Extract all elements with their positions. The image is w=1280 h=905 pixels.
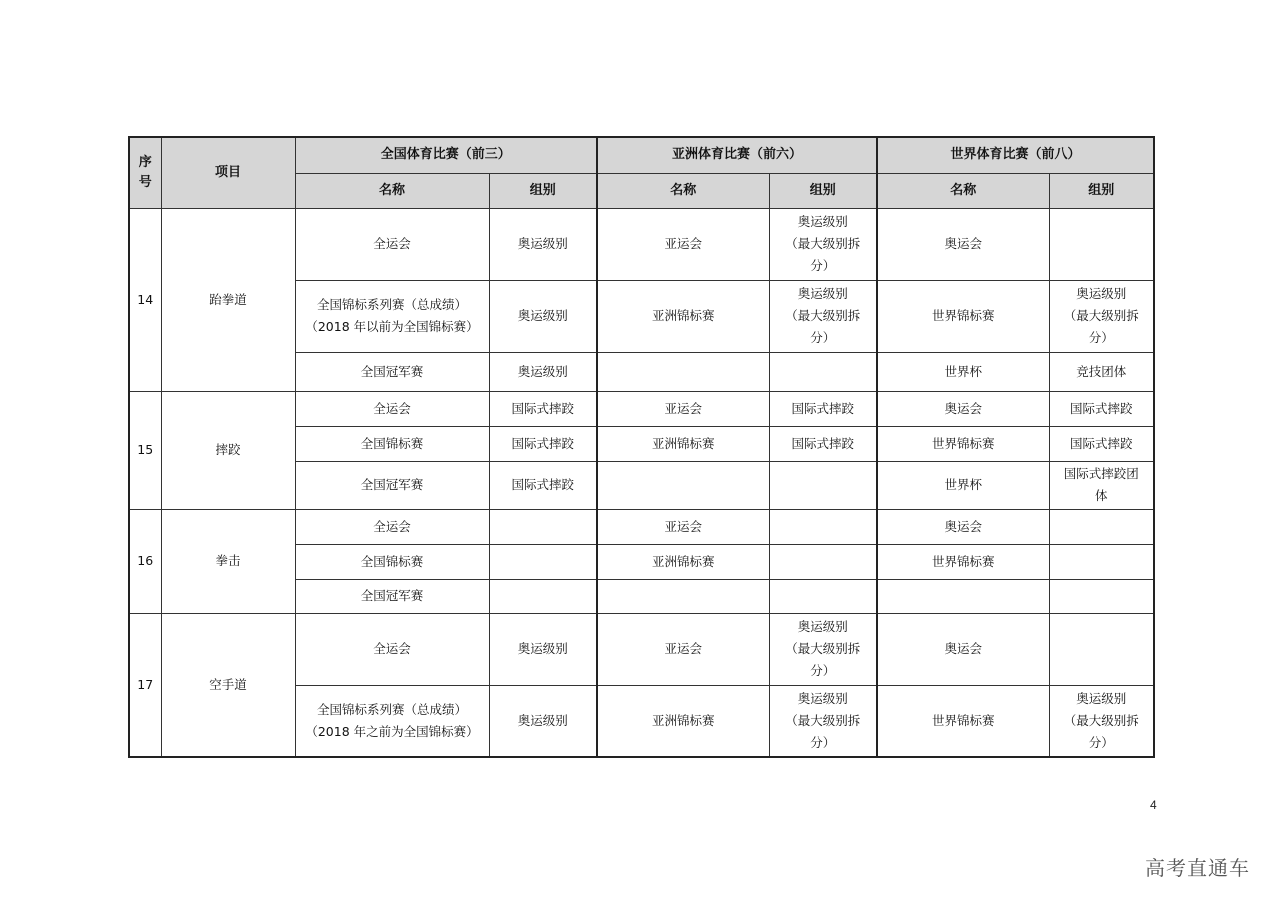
- row-seq: 17: [129, 613, 161, 757]
- cell-asian-group: 国际式摔跤: [769, 426, 877, 461]
- cell-asian-name: 亚运会: [597, 391, 769, 426]
- header-national-group: 组别: [489, 173, 597, 208]
- cell-world-name: 奥运会: [877, 509, 1049, 544]
- cell-national-name: 全国锦标系列赛（总成绩） （2018 年以前为全国锦标赛）: [295, 280, 489, 352]
- header-item: 项目: [161, 137, 295, 208]
- header-asian-name: 名称: [597, 173, 769, 208]
- cell-national-group: 奥运级别: [489, 685, 597, 757]
- cell-world-group: [1049, 509, 1154, 544]
- cell-world-name: 世界锦标赛: [877, 280, 1049, 352]
- watermark-text: 高考直通车: [1145, 856, 1250, 880]
- cell-asian-group: 奥运级别 （最大级别拆 分）: [769, 613, 877, 685]
- cell-national-name: 全运会: [295, 509, 489, 544]
- table-row: [129, 509, 1154, 544]
- row-seq: 15: [129, 391, 161, 509]
- cell-world-name: 世界锦标赛: [877, 426, 1049, 461]
- table-row: [129, 613, 1154, 685]
- cell-asian-name: 亚运会: [597, 509, 769, 544]
- cell-national-group: 国际式摔跤: [489, 426, 597, 461]
- cell-asian-group: [769, 544, 877, 579]
- cell-world-name: 奥运会: [877, 208, 1049, 280]
- cell-national-group: 奥运级别: [489, 352, 597, 391]
- cell-world-group: [1049, 208, 1154, 280]
- cell-asian-name: 亚洲锦标赛: [597, 280, 769, 352]
- cell-national-name: 全国锦标赛: [295, 544, 489, 579]
- cell-asian-group: 奥运级别 （最大级别拆 分）: [769, 208, 877, 280]
- cell-asian-group: [769, 579, 877, 613]
- table-row: [129, 208, 1154, 280]
- cell-national-group: 国际式摔跤: [489, 391, 597, 426]
- table-row: [129, 391, 1154, 426]
- cell-asian-name: 亚洲锦标赛: [597, 685, 769, 757]
- cell-national-name: 全国锦标赛: [295, 426, 489, 461]
- cell-asian-group: [769, 352, 877, 391]
- row-item: 摔跤: [161, 391, 295, 509]
- cell-asian-name: [597, 461, 769, 509]
- cell-world-group: 奥运级别 （最大级别拆 分）: [1049, 280, 1154, 352]
- cell-asian-group: 奥运级别 （最大级别拆 分）: [769, 280, 877, 352]
- cell-asian-group: 奥运级别 （最大级别拆 分）: [769, 685, 877, 757]
- header-world: 世界体育比赛（前八）: [877, 137, 1154, 173]
- cell-world-group: [1049, 613, 1154, 685]
- cell-national-group: 国际式摔跤: [489, 461, 597, 509]
- cell-world-name: 奥运会: [877, 391, 1049, 426]
- cell-national-group: 奥运级别: [489, 280, 597, 352]
- header-national-name: 名称: [295, 173, 489, 208]
- cell-national-name: 全国锦标系列赛（总成绩） （2018 年之前为全国锦标赛）: [295, 685, 489, 757]
- cell-world-name: 世界锦标赛: [877, 544, 1049, 579]
- cell-world-name: 奥运会: [877, 613, 1049, 685]
- table-body: [129, 208, 1154, 757]
- row-item: 跆拳道: [161, 208, 295, 391]
- cell-world-group: 竞技团体: [1049, 352, 1154, 391]
- cell-asian-name: 亚运会: [597, 208, 769, 280]
- header-world-group: 组别: [1049, 173, 1154, 208]
- cell-world-group: 国际式摔跤: [1049, 426, 1154, 461]
- cell-national-name: 全运会: [295, 613, 489, 685]
- cell-national-group: [489, 579, 597, 613]
- cell-world-group: 国际式摔跤: [1049, 391, 1154, 426]
- row-item: 拳击: [161, 509, 295, 613]
- header-world-name: 名称: [877, 173, 1049, 208]
- cell-national-name: 全国冠军赛: [295, 579, 489, 613]
- cell-world-group: [1049, 579, 1154, 613]
- header-seq: 序 号: [129, 137, 161, 208]
- cell-national-group: 奥运级别: [489, 208, 597, 280]
- cell-asian-group: 国际式摔跤: [769, 391, 877, 426]
- header-national: 全国体育比赛（前三）: [295, 137, 597, 173]
- cell-asian-name: [597, 579, 769, 613]
- header-asian-group: 组别: [769, 173, 877, 208]
- cell-asian-group: [769, 509, 877, 544]
- row-item: 空手道: [161, 613, 295, 757]
- row-seq: 14: [129, 208, 161, 391]
- cell-national-name: 全国冠军赛: [295, 352, 489, 391]
- header-asian: 亚洲体育比赛（前六）: [597, 137, 877, 173]
- cell-world-group: [1049, 544, 1154, 579]
- cell-asian-name: [597, 352, 769, 391]
- cell-world-name: [877, 579, 1049, 613]
- cell-asian-name: 亚洲锦标赛: [597, 426, 769, 461]
- cell-national-name: 全运会: [295, 208, 489, 280]
- cell-world-group: 奥运级别 （最大级别拆 分）: [1049, 685, 1154, 757]
- cell-world-name: 世界杯: [877, 352, 1049, 391]
- cell-world-name: 世界锦标赛: [877, 685, 1049, 757]
- cell-national-group: [489, 544, 597, 579]
- cell-national-name: 全运会: [295, 391, 489, 426]
- cell-national-group: 奥运级别: [489, 613, 597, 685]
- cell-asian-group: [769, 461, 877, 509]
- sports-competition-table: [128, 136, 1155, 758]
- cell-world-name: 世界杯: [877, 461, 1049, 509]
- row-seq: 16: [129, 509, 161, 613]
- cell-national-name: 全国冠军赛: [295, 461, 489, 509]
- page-number: 4: [1150, 798, 1157, 812]
- cell-asian-name: 亚洲锦标赛: [597, 544, 769, 579]
- cell-national-group: [489, 509, 597, 544]
- cell-asian-name: 亚运会: [597, 613, 769, 685]
- cell-world-group: 国际式摔跤团 体: [1049, 461, 1154, 509]
